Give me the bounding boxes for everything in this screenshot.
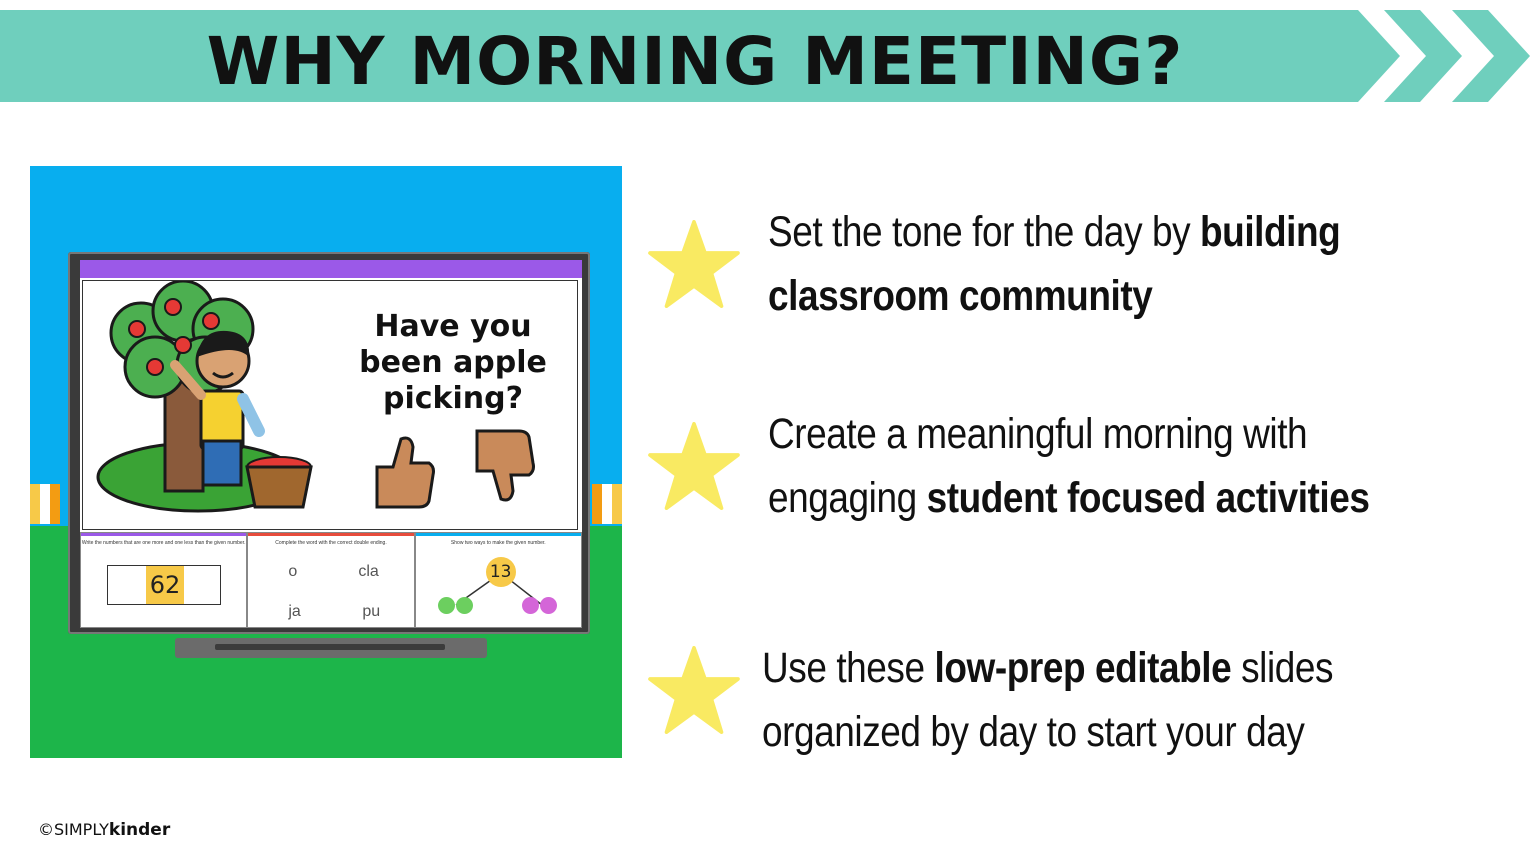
apple-picking-illustration bbox=[83, 281, 323, 529]
star-icon bbox=[648, 220, 740, 308]
page-title: WHY MORNING MEETING? bbox=[206, 23, 1184, 100]
title-banner bbox=[0, 10, 1536, 102]
one-more-one-less-panel bbox=[80, 532, 247, 628]
brand-suffix: kinder bbox=[108, 820, 171, 840]
bullet-bold-text: student focused activities bbox=[926, 474, 1370, 522]
question-slide bbox=[82, 280, 578, 530]
bond-number: 13 bbox=[486, 557, 516, 587]
green-dot bbox=[456, 597, 473, 614]
word-stem: o bbox=[288, 563, 298, 580]
slide-header-bar bbox=[80, 260, 582, 278]
bullet-bold-text: building bbox=[1200, 208, 1341, 256]
bullet-bold-text: low-prep editable bbox=[934, 644, 1232, 692]
bullet-plain-text: slides bbox=[1231, 644, 1334, 692]
star-icon bbox=[648, 422, 740, 510]
bullet-text bbox=[768, 402, 1370, 530]
bullet-community bbox=[648, 200, 1518, 340]
activity-panels bbox=[80, 532, 582, 628]
right-border-stripes bbox=[592, 484, 622, 524]
thumbs-down-icon bbox=[467, 427, 537, 507]
bullet-plain-text: Set the tone for the day by bbox=[768, 208, 1201, 256]
brand-footer bbox=[38, 820, 170, 840]
bullet-plain-text: Create a meaningful morning with bbox=[768, 410, 1308, 458]
left-border-stripes bbox=[30, 484, 60, 524]
smartboard-photo bbox=[30, 166, 622, 758]
pink-dot bbox=[522, 597, 539, 614]
word-stem: ja bbox=[288, 603, 301, 620]
panel-instruction: Write the numbers that are one more and one less than the given number. bbox=[81, 533, 246, 550]
slide-question: Have you been apple picking? bbox=[359, 309, 547, 416]
thumbs-up-icon bbox=[367, 431, 437, 511]
bullet-text bbox=[762, 636, 1333, 764]
bullet-plain-text: organized by day to start your day bbox=[762, 708, 1305, 756]
bullet-slides bbox=[648, 636, 1518, 776]
green-dot bbox=[438, 597, 455, 614]
word-stem: cla bbox=[358, 563, 379, 580]
panel-instruction: Show two ways to make the given number. bbox=[416, 533, 581, 550]
smartboard-screen bbox=[80, 260, 582, 628]
word-stem: pu bbox=[362, 603, 381, 620]
bullet-activities bbox=[648, 402, 1518, 542]
double-ending-panel bbox=[247, 532, 414, 628]
star-icon bbox=[648, 646, 740, 734]
smartboard-tray bbox=[175, 638, 487, 658]
bullet-text bbox=[768, 200, 1340, 328]
panel-instruction: Complete the word with the correct double ending. bbox=[248, 533, 413, 550]
number-bond-panel bbox=[415, 532, 582, 628]
bullet-plain-text: engaging bbox=[768, 474, 927, 522]
number-box bbox=[107, 565, 221, 605]
pink-dot bbox=[540, 597, 557, 614]
bullet-bold-text: classroom community bbox=[768, 272, 1153, 320]
bullet-plain-text: Use these bbox=[762, 644, 935, 692]
brand-prefix: ©SIMPLY bbox=[38, 820, 109, 839]
given-number: 62 bbox=[146, 566, 184, 604]
